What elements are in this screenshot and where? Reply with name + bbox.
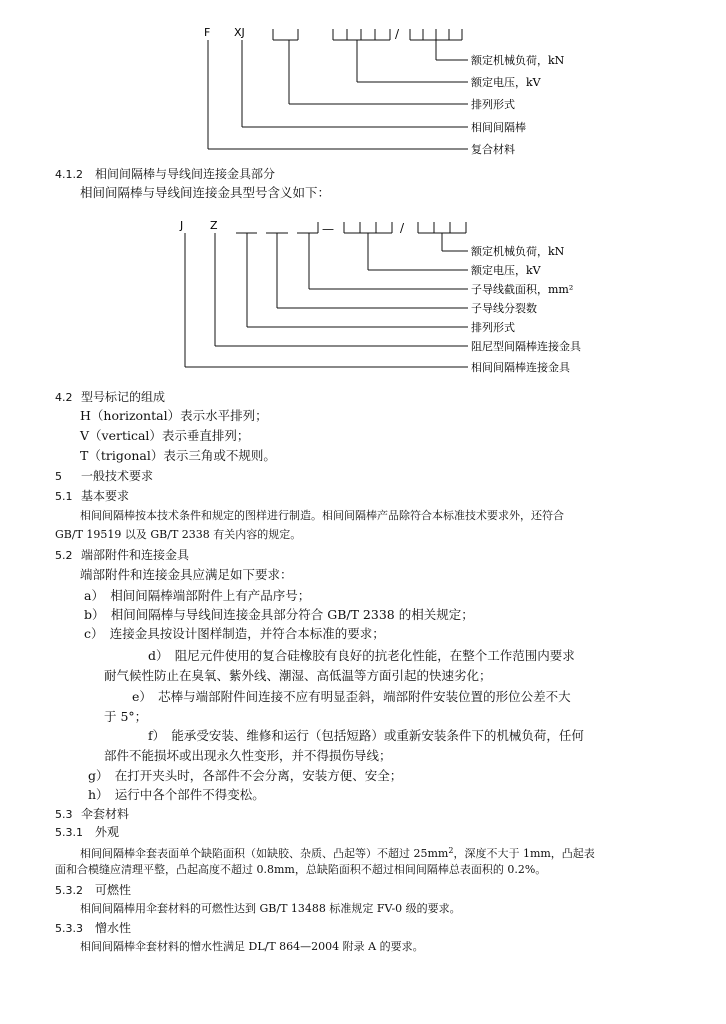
item-4-2-V: V（vertical）表示垂直排列； (80, 428, 250, 443)
para-5-1-line2: GB/T 19519 以及 GB/T 2338 有关内容的规定。 (55, 528, 302, 541)
item-5-2-h: h） 运行中各个部件不得变松。 (88, 787, 265, 802)
label-rated-voltage: 额定电压，kV (471, 76, 541, 89)
item-5-2-f-line2: 部件不能损坏或出现永久性变形，并不得损伤导线； (104, 748, 392, 763)
label2-rated-voltage: 额定电压，kV (471, 264, 541, 277)
code-J: J (180, 219, 184, 232)
para-5-3-1-line2: 面和合模缝应清理平整，凸起高度不超过 0.8mm，总缺陷面积不超过相间间隔棒总表面积的 0.2%。 (55, 863, 547, 876)
item-5-2-e-line2: 于 5°； (104, 709, 148, 724)
item-5-2-e-line1: e） 芯棒与端部附件间连接不应有明显歪斜，端部附件安装位置的形位公差不大 (132, 689, 571, 704)
item-5-2-d-line1: d） 阻尼元件使用的复合硅橡胶有良好的抗老化性能，在整个工作范围内要求 (148, 648, 575, 663)
label2-bundle-number: 子导线分裂数 (471, 302, 537, 315)
heading-5: 5 一般技术要求 (55, 469, 154, 483)
heading-4-2: 4.2 型号标记的组成 (55, 390, 166, 404)
para-5-3-1-line1: 相间间隔棒伞套表面单个缺陷面积（如缺胶、杂质、凸起等）不超过 $25mm^2$，深度不大于 1mm，凸起表 (80, 846, 595, 860)
item-5-2-f-line1: f） 能承受安装、维修和运行（包括短路）或重新安装条件下的机械负荷，任何 (148, 728, 584, 743)
label2-damping-fitting: 阻尼型间隔棒连接金具 (471, 340, 581, 353)
label2-rated-load: 额定机械负荷，kN (471, 245, 565, 258)
item-5-2-b: b） 相间间隔棒与导线间连接金具部分符合 GB/T 2338 的相关规定； (84, 607, 474, 622)
item-5-2-d-line2: 耐气候性防止在臭氧、紫外线、潮湿、高低温等方面引起的快速劣化； (104, 668, 492, 683)
code-slash-2: / (400, 221, 405, 235)
label-composite: 复合材料 (471, 143, 515, 156)
para-5-1-line1: 相间间隔棒按本技术条件和规定的图样进行制造。相间间隔棒产品除符合本标准技术要求外，还符合 (80, 509, 564, 522)
heading-4-1-2: 4.1.2 相间间隔棒与导线间连接金具部分 (55, 167, 276, 181)
heading-5-3-1: 5.3.1 外观 (55, 825, 120, 839)
label2-conductor-section: 子导线截面积，mm² (471, 283, 574, 296)
code-slash: / (395, 27, 400, 41)
heading-5-3: 5.3 伞套材料 (55, 807, 130, 821)
para-5-3-2: 相间间隔棒用伞套材料的可燃性达到 GB/T 13488 标准规定 FV-0 级的要求。 (80, 902, 461, 915)
code-Z: Z (210, 219, 218, 232)
label2-arrangement: 排列形式 (471, 321, 515, 334)
code-dash: — (322, 222, 334, 236)
heading-5-3-2: 5.3.2 可燃性 (55, 883, 132, 897)
para-4-1-2-intro: 相间间隔棒与导线间连接金具型号含义如下： (80, 185, 331, 200)
code-F: F (204, 26, 211, 39)
para-5-2-intro: 端部附件和连接金具应满足如下要求： (80, 567, 293, 582)
item-4-2-H: H（horizontal）表示水平排列； (80, 408, 268, 423)
item-5-2-c: c） 连接金具按设计图样制造，并符合本标准的要求； (84, 626, 385, 641)
heading-5-1: 5.1 基本要求 (55, 489, 130, 503)
item-5-2-g: g） 在打开夹头时，各部件不会分离，安装方便、安全； (88, 768, 403, 783)
item-4-2-T: T（trigonal）表示三角或不规则。 (80, 448, 276, 463)
item-5-2-a: a） 相间间隔棒端部附件上有产品序号； (84, 588, 311, 603)
heading-5-3-3: 5.3.3 憎水性 (55, 921, 132, 935)
label-rated-load: 额定机械负荷，kN (471, 54, 565, 67)
heading-5-2: 5.2 端部附件和连接金具 (55, 548, 190, 562)
para-5-3-3: 相间间隔棒伞套材料的憎水性满足 DL/T 864—2004 附录 A 的要求。 (80, 940, 424, 953)
code-XJ: XJ (234, 26, 245, 39)
label2-spacer-fitting: 相间间隔棒连接金具 (471, 361, 570, 374)
label-arrangement: 排列形式 (471, 98, 515, 111)
label-phase-spacer: 相间间隔棒 (471, 121, 526, 134)
